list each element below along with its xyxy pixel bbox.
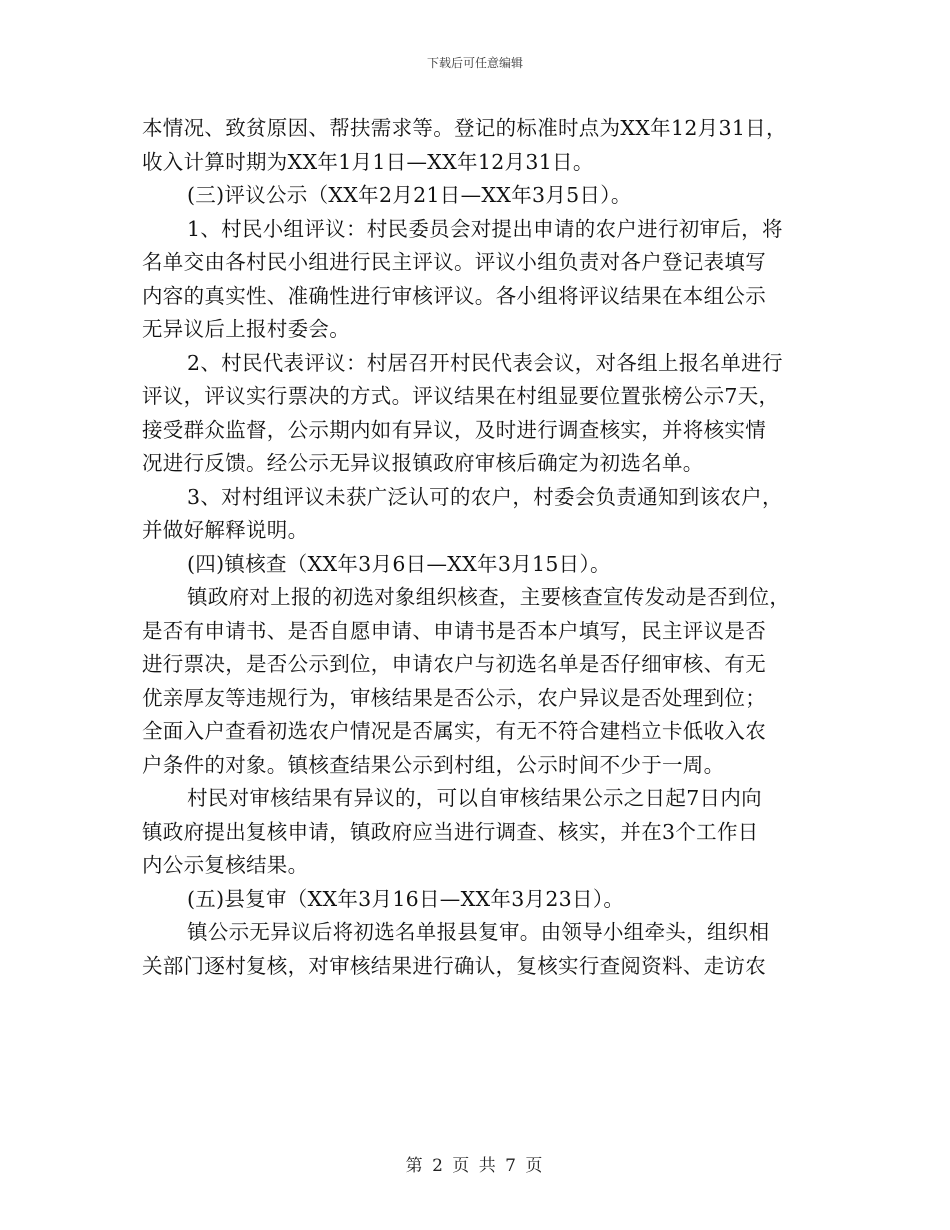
text-line: 内公示复核结果。 — [142, 853, 309, 877]
text-line: 是否有申请书、是否自愿申请、申请书是否本户填写，民主评议是否 — [142, 618, 766, 643]
section-heading: (五)县复审（XX年3月16日—XX年3月23日）。 — [187, 886, 625, 911]
text-line: 无异议后上报村委会。 — [142, 317, 350, 341]
text-line: 收入计算时期为XX年1月1日—XX年12月31日。 — [142, 149, 594, 174]
text-line: 1、村民小组评议：村民委员会对提出申请的农户进行初审后，将 — [187, 216, 783, 241]
text-line: 名单交由各村民小组进行民主评议。评议小组负责对各户登记表填写 — [142, 250, 766, 274]
section-heading: (四)镇核查（XX年3月6日—XX年3月15日）。 — [187, 551, 611, 576]
text-line: 村民对审核结果有异议的，可以自审核结果公示之日起7日内向 — [187, 786, 762, 810]
text-line: 户条件的对象。镇核查结果公示到村组，公示时间不少于一周。 — [142, 752, 725, 777]
text-line: 进行票决，是否公示到位，申请农户与初选名单是否仔细审核、有无 — [142, 652, 766, 676]
text-line: 镇公示无异议后将初选名单报县复审。由领导小组牵头，组织相 — [187, 920, 770, 944]
document-body — [142, 112, 817, 983]
text-line: 关部门逐村复核，对审核结果进行确认，复核实行查阅资料、走访农 — [142, 953, 766, 978]
text-line: 全面入户查看初选农户情况是否属实，有无不符合建档立卡低收入农 — [142, 719, 766, 743]
section-heading: (三)评议公示（XX年2月21日—XX年3月5日）。 — [187, 183, 632, 207]
text-line: 2、村民代表评议：村居召开村民代表会议，对各组上报名单进行 — [187, 350, 783, 375]
text-line: 内容的真实性、准确性进行审核评议。各小组将评议结果在本组公示 — [142, 283, 766, 308]
text-line: 镇政府对上报的初选对象组织核查，主要核查宣传发动是否到位， — [187, 585, 791, 609]
text-line: 况进行反馈。经公示无异议报镇政府审核后确定为初选名单。 — [142, 451, 704, 475]
text-line: 评议，评议实行票决的方式。评议结果在村组显要位置张榜公示7天， — [142, 384, 780, 408]
text-line: 3、对村组评议未获广泛认可的农户，村委会负责通知到该农户， — [187, 484, 783, 509]
page-number: 第 2 页 共 7 页 — [405, 1156, 545, 1176]
text-line: 优亲厚友等违规行为，审核结果是否公示，农户异议是否处理到位； — [142, 685, 766, 710]
page-header: 下载后可任意编辑 — [426, 56, 523, 70]
text-line: 并做好解释说明。 — [142, 518, 309, 542]
text-line: 本情况、致贫原因、帮扶需求等。登记的标准时点为XX年12月31日， — [142, 116, 787, 140]
text-line: 接受群众监督，公示期内如有异议，及时进行调查核实，并将核实情 — [142, 417, 766, 442]
text-line: 镇政府提出复核申请，镇政府应当进行调查、核实，并在3个工作日 — [142, 819, 759, 844]
